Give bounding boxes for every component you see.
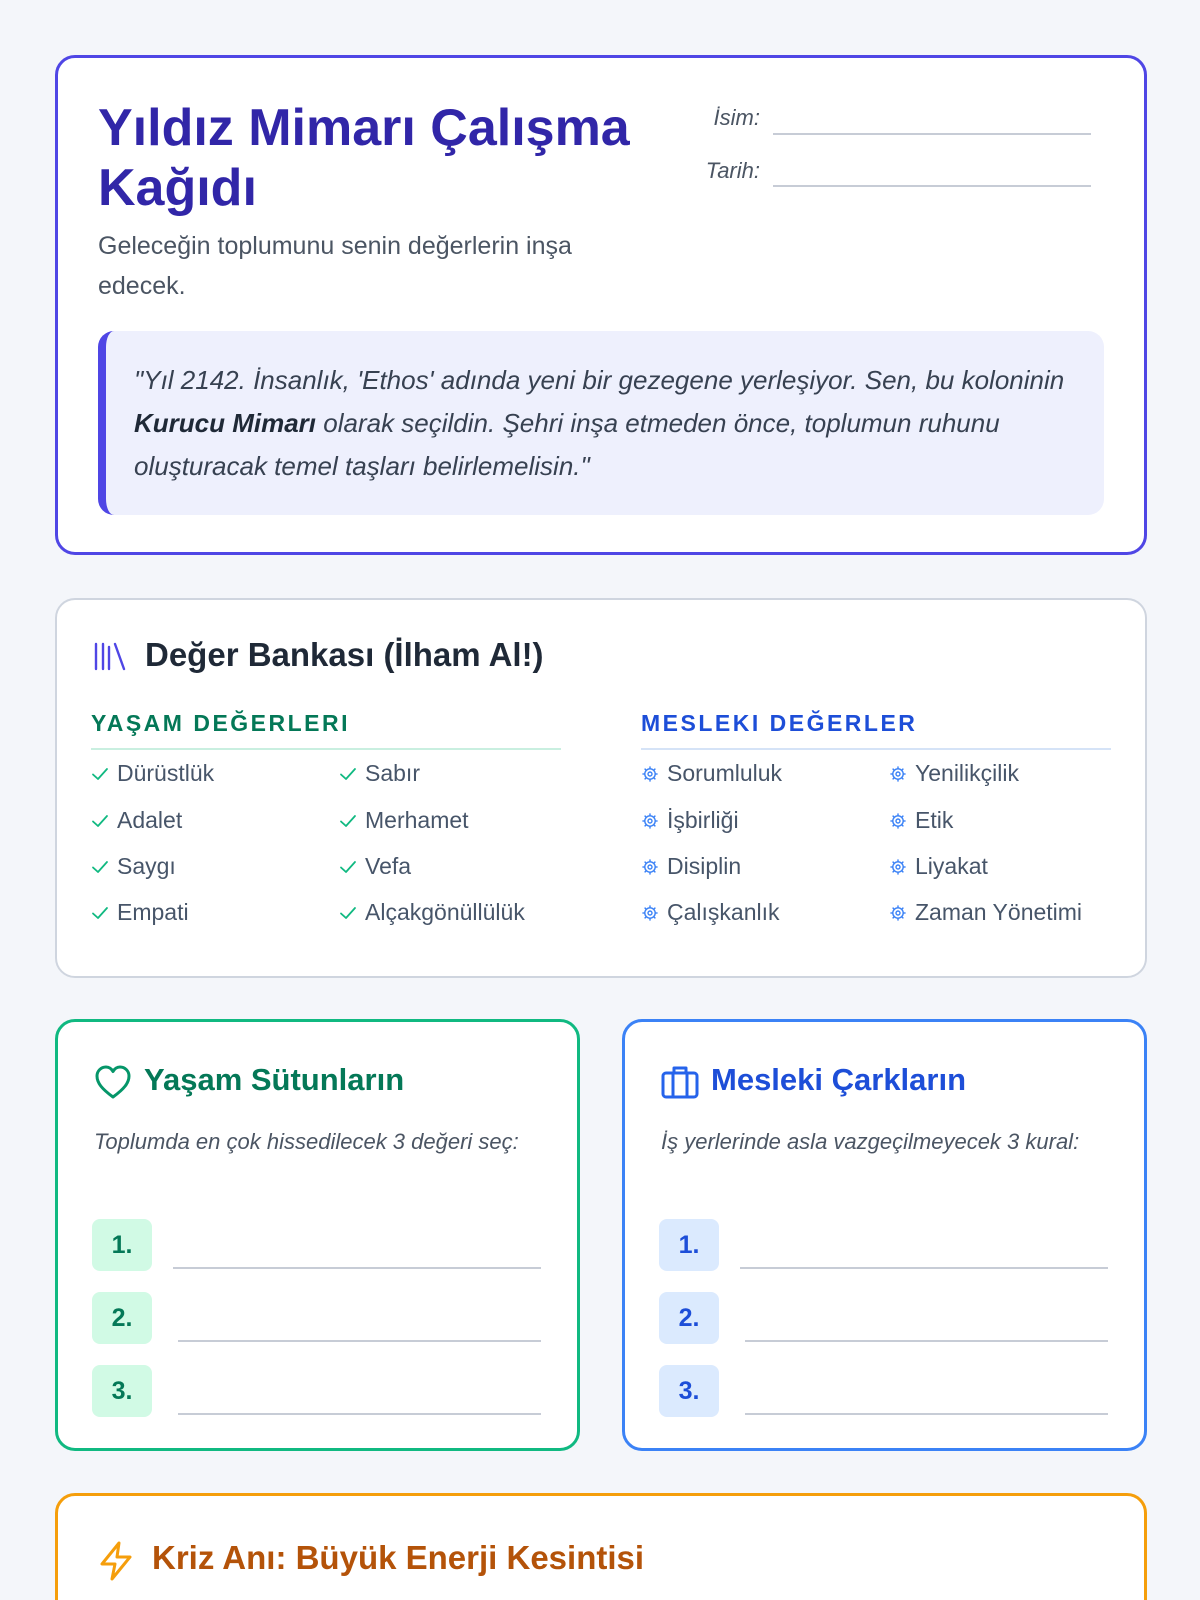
value-label: İşbirliği — [667, 807, 739, 833]
answer-number: 2. — [659, 1292, 719, 1344]
life-pillars-card — [55, 1019, 580, 1451]
value-label: Adalet — [117, 807, 183, 833]
answer-number: 2. — [92, 1292, 152, 1344]
value-item — [889, 899, 1082, 926]
date-label: Tarih: — [705, 158, 760, 183]
value-item — [91, 899, 189, 926]
value-item — [339, 899, 525, 926]
value-bank-card — [55, 598, 1147, 978]
value-label: Alçakgönüllülük — [365, 899, 525, 925]
story-quote — [98, 331, 1104, 515]
value-item — [339, 760, 420, 787]
briefcase-icon — [661, 1064, 699, 1100]
gear-icon — [641, 858, 659, 876]
life-pillars-description: Toplumda en çok hissedilecek 3 değeri seç: — [94, 1129, 519, 1154]
gear-icon — [889, 858, 907, 876]
answer-line[interactable] — [178, 1340, 541, 1342]
page-title: Yıldız Mimarı Çalışma Kağıdı — [98, 99, 630, 217]
lightning-icon — [98, 1541, 134, 1581]
value-item — [91, 853, 176, 880]
answer-line[interactable] — [178, 1413, 541, 1415]
check-icon — [339, 812, 357, 830]
books-icon — [93, 640, 127, 672]
value-label: Çalışkanlık — [667, 899, 780, 925]
check-icon — [339, 904, 357, 922]
life-values-heading: YAŞAM DEĞERLERI — [91, 710, 351, 736]
gear-icon — [641, 904, 659, 922]
check-icon — [91, 858, 109, 876]
value-label: Yenilikçilik — [915, 760, 1019, 786]
check-icon — [91, 765, 109, 783]
value-bank-title: Değer Bankası (İlham Al!) — [145, 636, 544, 673]
value-label: Sabır — [365, 760, 420, 786]
value-item — [641, 853, 741, 880]
value-item — [889, 760, 1019, 787]
work-gears-card — [622, 1019, 1147, 1451]
work-gears-title: Mesleki Çarkların — [711, 1062, 967, 1097]
answer-line[interactable] — [745, 1340, 1108, 1342]
value-item — [889, 853, 988, 880]
quote-text-1: "Yıl 2142. İnsanlık, 'Ethos' adında yeni bir gezegene yerleşiyor. Sen, bu koloninin — [134, 365, 1065, 395]
value-label: Vefa — [365, 853, 412, 879]
name-label: İsim: — [713, 105, 760, 130]
answer-line[interactable] — [173, 1267, 541, 1269]
value-label: Saygı — [117, 853, 176, 879]
work-gears-description: İş yerlerinde asla vazgeçilmeyecek 3 kural: — [661, 1129, 1080, 1154]
life-pillars-title: Yaşam Sütunların — [144, 1062, 405, 1097]
crisis-title: Kriz Anı: Büyük Enerji Kesintisi — [152, 1539, 645, 1576]
quote-highlight: Kurucu Mimarı — [134, 408, 317, 438]
answer-line[interactable] — [740, 1267, 1108, 1269]
value-item — [91, 760, 214, 787]
value-label: Sorumluluk — [667, 760, 783, 786]
answer-number: 1. — [92, 1219, 152, 1271]
value-item — [339, 853, 411, 880]
answer-number: 3. — [659, 1365, 719, 1417]
value-item — [889, 807, 953, 834]
check-icon — [91, 812, 109, 830]
page-subtitle: Geleceğin toplumunu senin değerlerin inşa edecek. — [98, 232, 572, 300]
value-label: Empati — [117, 899, 189, 925]
value-item — [91, 807, 182, 834]
value-label: Disiplin — [667, 853, 742, 879]
value-label: Liyakat — [915, 853, 988, 879]
date-field[interactable] — [773, 185, 1091, 187]
value-item — [641, 899, 779, 926]
gear-icon — [889, 904, 907, 922]
life-values-divider — [91, 748, 561, 750]
gear-icon — [641, 812, 659, 830]
check-icon — [339, 858, 357, 876]
answer-number: 3. — [92, 1365, 152, 1417]
answer-line[interactable] — [745, 1413, 1108, 1415]
value-label: Dürüstlük — [117, 760, 215, 786]
value-label: Etik — [915, 807, 954, 833]
answer-number: 1. — [659, 1219, 719, 1271]
header-card — [55, 55, 1147, 555]
check-icon — [91, 904, 109, 922]
crisis-card — [55, 1493, 1147, 1600]
heart-icon — [94, 1064, 132, 1100]
work-values-divider — [641, 748, 1111, 750]
work-values-heading: MESLEKI DEĞERLER — [641, 710, 918, 736]
value-item — [641, 760, 782, 787]
gear-icon — [889, 765, 907, 783]
value-label: Merhamet — [365, 807, 469, 833]
value-item — [339, 807, 469, 834]
gear-icon — [641, 765, 659, 783]
value-label: Zaman Yönetimi — [915, 899, 1083, 925]
value-item — [641, 807, 739, 834]
check-icon — [339, 765, 357, 783]
gear-icon — [889, 812, 907, 830]
quote-text-2: olarak seçildin. Şehri inşa etmeden önce, toplumun ruhunu oluşturacak temel taşları belirlemelisin." — [134, 408, 1000, 481]
name-field[interactable] — [773, 133, 1091, 135]
